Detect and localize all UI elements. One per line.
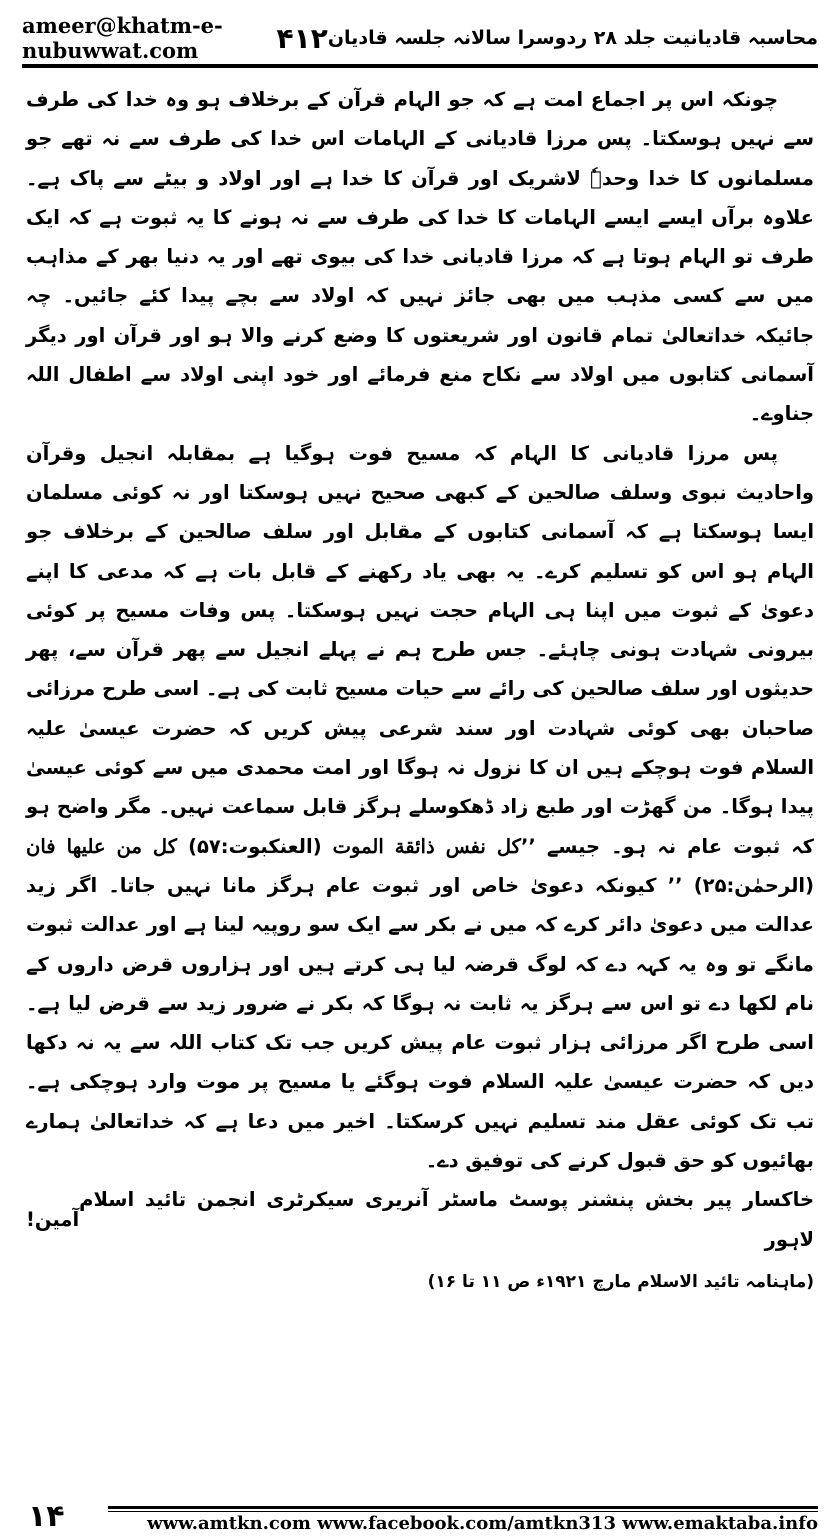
verse-2: کل من علیها فان xyxy=(26,834,177,858)
document-body xyxy=(26,80,814,1302)
header-rule xyxy=(22,64,818,68)
footer-rule-thick xyxy=(108,1506,818,1509)
footer-links: www.amtkn.com www.facebook.com/amtkn313 www.emaktaba.info xyxy=(147,1513,818,1534)
signature-line xyxy=(26,1180,814,1259)
footer-bar xyxy=(108,1500,818,1534)
page-footer xyxy=(22,1500,818,1534)
amen: آمین! xyxy=(26,1207,80,1231)
header-page-number: ۴۱۲ xyxy=(276,21,328,55)
paragraph-1: چونکہ اس پر اجماع امت ہے کہ جو الہام قرآن کے برخلاف ہو وہ خدا کی طرف سے نہیں ہوسکتا۔ پس مرزا قادیانی کے الہامات اس خدا کی طرف سے نہ تھے جو مسلمانوں کا خدا وحدہٗ لاشریک اور قرآن کا خدا ہے اور اولاد و بیٹے سے پاک ہے۔ علاوہ برآں ایسے ایسے الہامات کا خدا کی طرف سے نہ ہونے کا یہ ثبوت ہے کہ ایک طرف تو الہام ہوتا ہے کہ مرزا قادیانی خدا کی بیوی تھے اور یہ دنیا بھر کے مذاہب میں سے کسی مذہب میں بھی جائز نہیں کہ اولاد سے بچے پیدا کئے جائیں۔ چہ جائیکہ خداتعالیٰ تمام قانون اور شریعتوں کا وضع کرنے والا ہو اور قرآن اور دیگر آسمانی کتابوں میں اولاد سے نکاح منع فرمائے اور خود اپنی اولاد سے اطفال اللہ جناوے۔ xyxy=(26,88,814,426)
paragraph-2 xyxy=(26,434,814,1181)
ref-1: (العنکبوت:۵۷) xyxy=(188,834,322,858)
footer-rule-thin xyxy=(108,1511,818,1512)
paragraph-2-text: پس مرزا قادیانی کا الہام کہ مسیح فوت ہوگیا ہے بمقابلہ انجیل وقرآن واحادیث نبوی وسلف صالحین کے کبھی صحیح نہیں ہوسکتا اور نہ کوئی مسلمان ایسا ہوسکتا ہے کہ آسمانی کتابوں کے مقابل اور سلف صالحین کے برخلاف جو الہام ہو اس کو تسلیم کرے۔ یہ بھی یاد رکھنے کے قابل بات ہے کہ مدعی کا اپنے دعویٰ کے ثبوت میں اپنا ہی الہام حجت نہیں ہوسکتا۔ پس وفات مسیح پر کوئی بیرونی شہادت ہونی چاہئے۔ جس طرح ہم نے پہلے انجیل سے پھر قرآن سے، پھر حدیثوں اور سلف صالحین کی رائے سے حیات مسیح ثابت کی ہے۔ اسی طرح مرزائی صاحبان بھی کوئی شہادت اور سند شرعی پیش کریں کہ حضرت عیسیٰ علیہ السلام فوت ہوچکے ہیں ان کا نزول نہ ہوگا اور امت محمدی میں سے کوئی عیسیٰ پیدا ہوگا۔ من گھڑت اور طبع زاد ڈھکوسلے ہرگز قابل سماعت نہیں۔ مگر واضح ہو کہ ثبوت عام نہ ہو۔ جیسے ’’ xyxy=(26,441,814,858)
verse-1: کل نفس ذائقة الموت xyxy=(332,834,521,858)
source-reference: (ماہنامہ تائید الاسلام مارچ ۱۹۲۱ء ص ۱۱ تا ۱۶) xyxy=(427,1271,814,1292)
header-title: محاسبہ قادیانیت جلد ۲۸ ردوسرا سالانہ جلسہ قادیان xyxy=(327,27,818,49)
footer-page-number: ۱۴ xyxy=(28,1499,65,1534)
ref-2: (الرحمٰن:۲۵) xyxy=(693,873,815,897)
page-header xyxy=(22,13,818,63)
header-email: ameer@khatm-e-nubuwwat.com xyxy=(22,13,223,63)
signature: خاکسار پیر بخش پنشنر پوسٹ ماسٹر آنریری سیکرٹری انجمن تائید اسلام لاہور xyxy=(79,1188,814,1251)
continuation-text: ’’ کیونکہ دعویٰ خاص اور ثبوت عام ہرگز مانا نہیں جاتا۔ اگر زید عدالت میں دعویٰ دائر کرے کہ میں نے بکر سے ایک سو روپیہ لینا ہے اور عدالت ثبوت مانگے تو وہ یہ کہہ دے کہ لوگ قرضہ لیا ہی کرتے ہیں اور ہزاروں قرض داروں کے نام لکھا دے تو اس سے ہرگز یہ ثابت نہ ہوگا کہ بکر نے ضرور زید سے قرض لیا ہے۔ اسی طرح اگر مرزائی ہزار ثبوت عام پیش کریں جب تک کتاب اللہ سے یہ نہ دکھا دیں کہ حضرت عیسیٰ علیہ السلام فوت ہوگئے یا مسیح پر موت وارد ہوچکی ہے۔ تب تک کوئی عقل مند تسلیم نہیں کرسکتا۔ اخیر میں دعا ہے کہ خداتعالیٰ ہمارے بھائیوں کو حق قبول کرنے کی توفیق دے۔ xyxy=(26,873,814,1173)
header-right xyxy=(265,22,818,55)
